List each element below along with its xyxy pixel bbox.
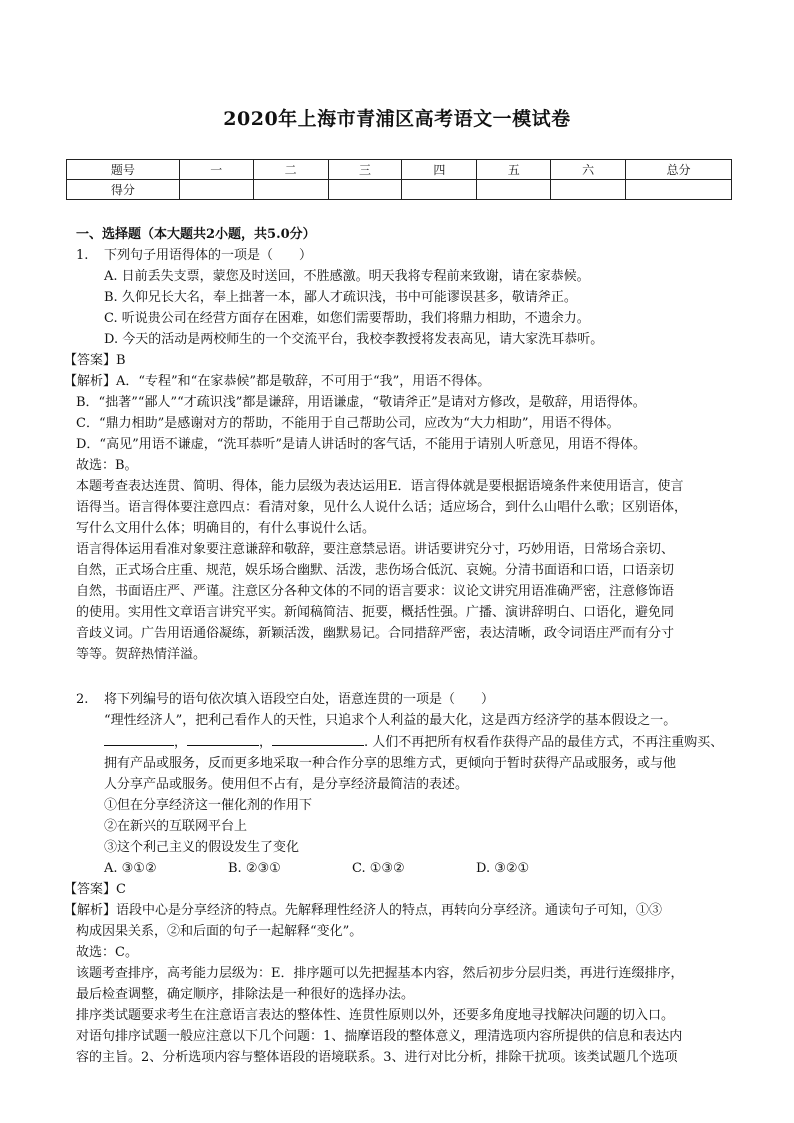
analysis-line: 故选：B。	[76, 458, 138, 473]
score-cell: 三	[328, 160, 402, 180]
score-cell	[253, 180, 328, 200]
score-cell: 六	[551, 160, 626, 180]
analysis-line: 最后检查调整，确定顺序，排除法是一种很好的选择办法。	[76, 987, 415, 1002]
option-line: D. 今天的活动是两校师生的一个交流平台，我校李教授将发表高见，请大家洗耳恭听。	[104, 332, 604, 347]
answer-line: 【答案】B	[64, 353, 126, 368]
analysis-line: 语言得体运用看准对象要注意谦辞和敬辞，要注意禁忌语。讲话要讲究分寸，巧妙用语，日常场合亲切、	[76, 542, 675, 557]
analysis-line: D．“高见”用语不谦虚，“洗耳恭听”是请人讲话时的客气话，不能用于请别人听意见，用语不得体。	[76, 437, 647, 452]
question-text: 将下列编号的语句依次填入语段空白处，语意连贯的一项是（ ）	[104, 692, 495, 707]
score-cell	[551, 180, 626, 200]
analysis-line: 该题考查排序，高考能力层级为：E．排序题可以先把握基本内容，然后初步分层归类，再进行连缀排序，	[76, 966, 684, 981]
question-1-stem	[76, 245, 732, 266]
exam-content	[64, 224, 732, 1068]
score-cell: 二	[253, 160, 328, 180]
option-line: B. 久仰兄长大名，奉上拙著一本，鄙人才疏识浅，书中可能谬误甚多，敬请斧正。	[104, 290, 577, 305]
blank-separator: ，	[259, 735, 273, 750]
analysis-line: 【解析】语段中心是分享经济的特点。先解释理性经济人的特点，再转向分享经济。通读句子可知，①③	[64, 903, 663, 918]
fill-blank[interactable]	[104, 731, 174, 746]
analysis-line: 音歧义词。广告用语通俗凝练，新颖活泼，幽默易记。合同措辞严密，表达清晰，政令词语庄严而有分寸	[76, 626, 675, 641]
passage-line: “理性经济人”，把利己看作人的天性，只追求个人利益的最大化，这是西方经济学的基本假设之一。	[104, 713, 677, 728]
score-table-header-row	[67, 160, 732, 180]
option-a: A. ③①②	[104, 861, 157, 876]
analysis-line: 本题考查表达连贯、简明、得体，能力层级为表达运用E．语言得体就是要根据语境条件来使用语言，使言	[76, 479, 684, 494]
score-cell: 四	[402, 160, 477, 180]
answer-line: 【答案】C	[64, 882, 126, 897]
analysis-line: 等等。贺辞热情洋溢。	[76, 647, 207, 662]
passage-line-blanks	[76, 731, 732, 753]
passage-line: 拥有产品或服务，反而更多地采取一种合作分享的思维方式，更倾向于暂时获得产品或服务，或与他	[104, 756, 677, 771]
score-table-score-row	[67, 180, 732, 200]
analysis-line: 的使用。实用性文章语言讲究平实。新闻稿简洁、扼要，概括性强。广播、演讲辞明白、口语化，避免同	[76, 605, 675, 620]
question-number: 2.	[76, 692, 89, 707]
analysis-line: 排序类试题要求考生在注意语言表达的整体性、连贯性原则以外，还要多角度地寻找解决问题的切入口。	[76, 1008, 675, 1023]
option-c: C. ①③②	[352, 861, 405, 876]
analysis-line: 写什么文用什么体；明确目的，有什么事说什么话。	[76, 521, 376, 536]
analysis-line: 自然，正式场合庄重、规范，娱乐场合幽默、活泼，悲伤场合低沉、哀婉。分清书面语和口语，口语亲切	[76, 563, 675, 578]
score-cell: 得分	[67, 180, 180, 200]
spacer	[76, 665, 732, 689]
blank-separator: ，	[174, 735, 188, 750]
passage-line: 人分享产品或服务。使用但不占有，是分享经济最简洁的表述。	[104, 777, 469, 792]
score-table	[66, 159, 732, 200]
passage-text: . 人们不再把所有权看作获得产品的最佳方式，不再注重购买、	[364, 735, 724, 750]
score-cell: 一	[179, 160, 253, 180]
analysis-line: 语得当。语言得体要注意四点：看清对象，见什么人说什么话；适应场合，到什么山唱什么歌；区别语体，	[76, 500, 688, 515]
analysis-line: 故选：C。	[76, 945, 138, 960]
numbered-item: ②在新兴的互联网平台上	[104, 819, 248, 834]
option-d: D. ③②①	[476, 861, 530, 876]
section-heading: 一、选择题（本大题共2小题，共5.0分）	[76, 227, 316, 242]
question-text: 下列句子用语得体的一项是（ ）	[104, 248, 313, 263]
analysis-line: 构成因果关系，②和后面的句子一起解释“变化”。	[76, 924, 363, 939]
analysis-line: 自然，书面语庄严、严谨。注意区分各种文体的不同的语言要求：议论文讲究用语准确严密，注意修饰语	[76, 584, 675, 599]
analysis-line: 容的主旨。2、分析选项内容与整体语段的语境联系。3、进行对比分析，排除干扰项。该类试题几个选项	[76, 1050, 678, 1065]
score-cell	[626, 180, 732, 200]
score-cell: 总分	[626, 160, 732, 180]
page-title: 2020年上海市青浦区高考语文一模试卷	[223, 108, 571, 130]
option-line: C. 听说贵公司在经营方面存在困难，如您们需要帮助，我们将鼎力相助，不遗余力。	[104, 311, 590, 326]
fill-blank[interactable]	[187, 731, 259, 746]
analysis-line: C．“鼎力相助”是感谢对方的帮助，不能用于自己帮助公司，应改为“大力相助”，用语不得体。	[76, 416, 620, 431]
question-2-stem	[76, 689, 732, 710]
numbered-item: ③这个利己主义的假设发生了变化	[104, 840, 300, 855]
score-cell	[328, 180, 402, 200]
analysis-line: 对语句排序试题一般应注意以下几个问题：1、揣摩语段的整体意义，理清选项内容所提供的信息和表达内	[76, 1029, 683, 1044]
score-cell: 五	[477, 160, 551, 180]
score-cell	[402, 180, 477, 200]
score-cell	[179, 180, 253, 200]
options-row	[76, 858, 732, 879]
option-line: A. 日前丢失支票，蒙您及时送回，不胜感激。明天我将专程前来致谢，请在家恭候。	[104, 269, 590, 284]
analysis-line: B．“拙著”“鄙人”“才疏识浅”都是谦辞，用语谦虚，“敬请斧正”是请对方修改，是敬辞，用语得体。	[76, 395, 646, 410]
option-b: B. ②③①	[228, 861, 281, 876]
question-number: 1.	[76, 248, 89, 263]
score-cell: 题号	[67, 160, 180, 180]
analysis-line: 【解析】A．“专程”和“在家恭候”都是敬辞，不可用于“我”，用语不得体。	[64, 374, 491, 389]
score-cell	[477, 180, 551, 200]
fill-blank[interactable]	[272, 731, 364, 746]
numbered-item: ①但在分享经济这一催化剂的作用下	[104, 798, 313, 813]
